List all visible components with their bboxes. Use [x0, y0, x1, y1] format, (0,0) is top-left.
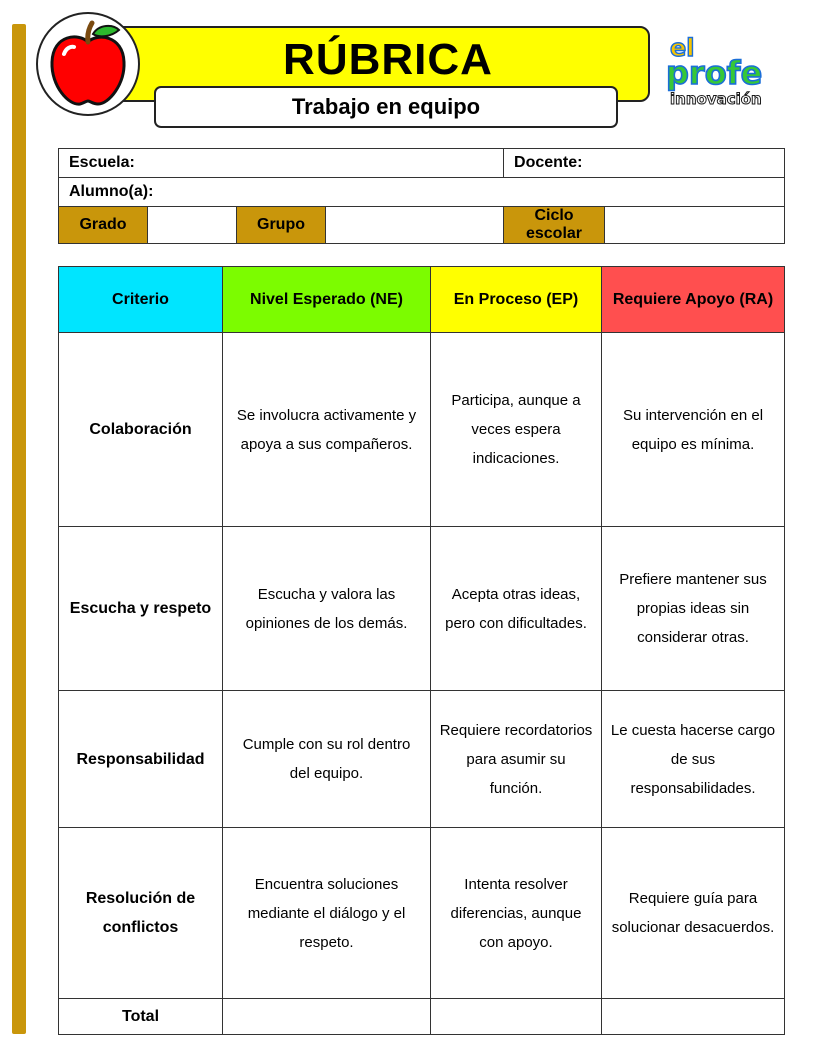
student-info-table	[58, 148, 785, 244]
header-nivel-esperado: Nivel Esperado (NE)	[223, 267, 431, 333]
grupo-label: Grupo	[237, 207, 326, 244]
escuela-field[interactable]: Escuela:	[59, 149, 504, 178]
criterion-label: Escucha y respeto	[59, 527, 223, 691]
criterion-label: Responsabilidad	[59, 691, 223, 828]
descriptor-ra: Le cuesta hacerse cargo de sus responsabilidades.	[602, 691, 785, 828]
logo-text-innovacion: innovación	[670, 90, 762, 108]
grupo-value[interactable]	[326, 207, 504, 244]
left-decorative-bar	[12, 24, 26, 1034]
logo-text-profe: profe	[666, 54, 763, 92]
descriptor-ne: Escucha y valora las opiniones de los demás.	[223, 527, 431, 691]
total-ne-cell[interactable]	[223, 999, 431, 1035]
header-en-proceso: En Proceso (EP)	[431, 267, 602, 333]
header-criterio: Criterio	[59, 267, 223, 333]
descriptor-ne: Se involucra activamente y apoya a sus compañeros.	[223, 333, 431, 527]
logo-text-el: el	[670, 34, 695, 62]
total-ra-cell[interactable]	[602, 999, 785, 1035]
rubric-table	[58, 266, 785, 1035]
descriptor-ne: Encuentra soluciones mediante el diálogo y el respeto.	[223, 828, 431, 999]
rubric-row-total	[59, 999, 785, 1035]
grado-label: Grado	[59, 207, 148, 244]
descriptor-ep: Participa, aunque a veces espera indicaciones.	[431, 333, 602, 527]
descriptor-ep: Requiere recordatorios para asumir su función.	[431, 691, 602, 828]
rubric-row-resolucion	[59, 828, 785, 999]
header-requiere-apoyo: Requiere Apoyo (RA)	[602, 267, 785, 333]
criterion-label: Resolución de conflictos	[59, 828, 223, 999]
descriptor-ra: Prefiere mantener sus propias ideas sin considerar otras.	[602, 527, 785, 691]
criterion-label: Colaboración	[59, 333, 223, 527]
subtitle: Trabajo en equipo	[154, 86, 618, 128]
grado-value[interactable]	[148, 207, 237, 244]
total-ep-cell[interactable]	[431, 999, 602, 1035]
rubric-row-responsabilidad	[59, 691, 785, 828]
descriptor-ra: Requiere guía para solucionar desacuerdos.	[602, 828, 785, 999]
docente-field[interactable]: Docente:	[504, 149, 785, 178]
descriptor-ne: Cumple con su rol dentro del equipo.	[223, 691, 431, 828]
ciclo-value[interactable]	[605, 207, 785, 244]
alumno-field[interactable]: Alumno(a):	[59, 178, 785, 207]
rubric-row-escucha	[59, 527, 785, 691]
descriptor-ep: Intenta resolver diferencias, aunque con apoyo.	[431, 828, 602, 999]
apple-badge	[36, 12, 140, 116]
descriptor-ep: Acepta otras ideas, pero con dificultades.	[431, 527, 602, 691]
total-label: Total	[59, 999, 223, 1035]
rubric-row-colaboracion	[59, 333, 785, 527]
descriptor-ra: Su intervención en el equipo es mínima.	[602, 333, 785, 527]
apple-icon	[47, 20, 129, 108]
ciclo-label: Ciclo escolar	[504, 207, 605, 244]
el-profe-logo	[662, 30, 792, 110]
page-title: RÚBRICA	[283, 35, 493, 84]
